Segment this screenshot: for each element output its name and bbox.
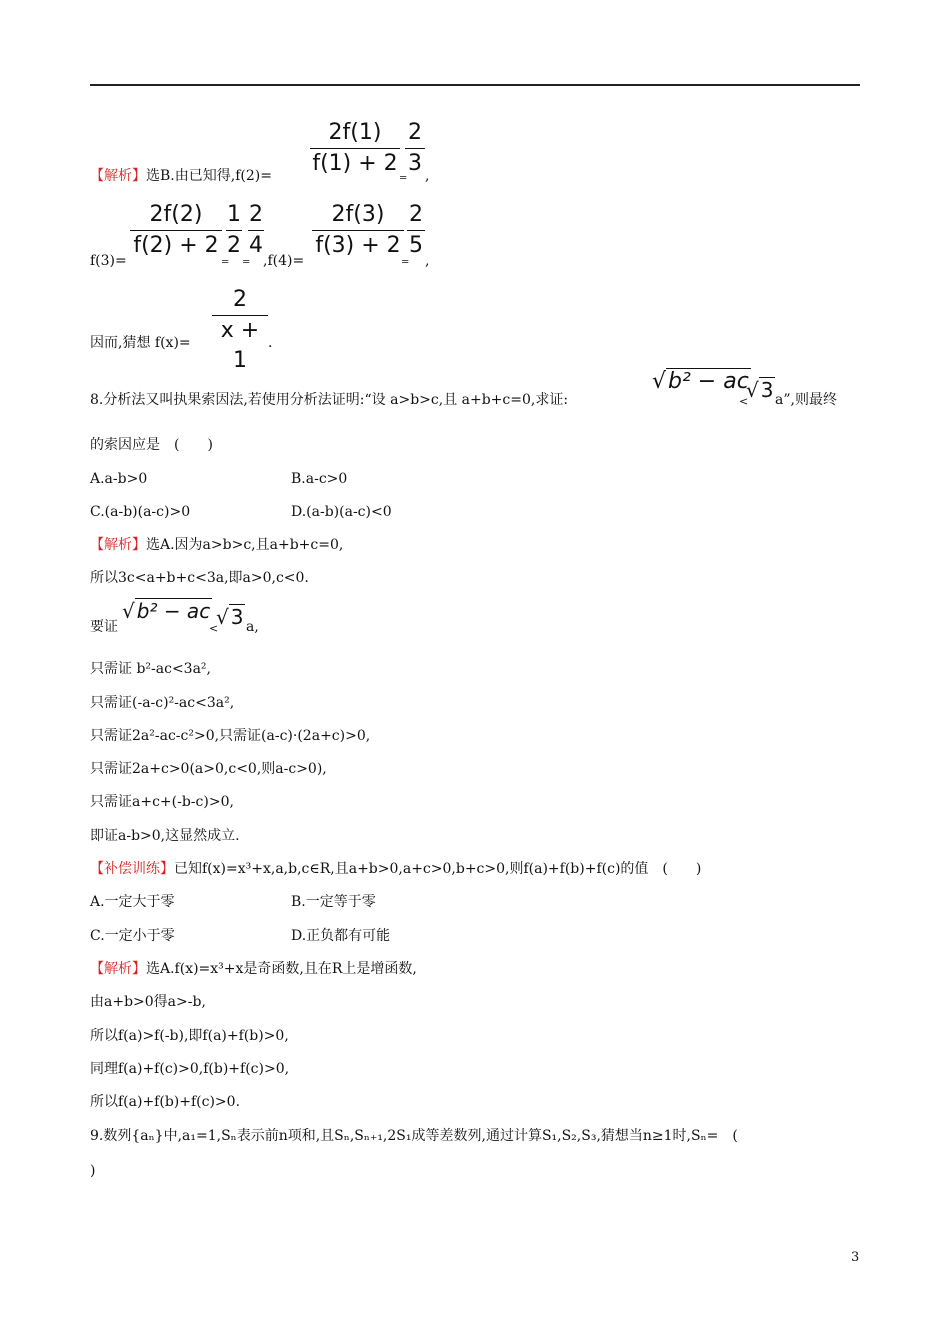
q8-solution-2: 所以3c<a+b+c<3a,即a>0,c<0.: [90, 570, 309, 586]
fraction-2f3-over-f3-plus-2: $\frac{2f(3)}{f(3) + 2}$: [312, 200, 404, 261]
q8-solution-3-label: 要证: [90, 619, 118, 635]
bc-solution-2: 由a+b>0得a>-b,: [90, 994, 206, 1010]
fraction-2-over-5: $\frac{2}{5}$: [407, 200, 425, 261]
equals-sign: =: [401, 257, 410, 268]
less-than: <: [739, 395, 749, 408]
page-number: 3: [851, 1250, 860, 1265]
guess-label: 因而,猜想 f(x)=: [90, 335, 191, 351]
bc-option-d: D.正负都有可能: [291, 928, 391, 944]
sqrt-b2-minus-ac: √b² − ac: [652, 369, 749, 394]
header-rule: [90, 84, 860, 86]
bc-option-c: C.一定小于零: [90, 928, 175, 944]
q8-solution-4: 只需证 b²-ac<3a²,: [90, 661, 211, 677]
q8-stem-a: a”,则最终: [775, 392, 837, 408]
equals-sign: =: [399, 173, 408, 184]
q8-solution-9: 即证a-b>0,这显然成立.: [90, 828, 240, 844]
fraction-2f2-over-f2-plus-2: $\frac{2f(2)}{f(2) + 2}$: [130, 200, 222, 261]
equals-sign: =: [242, 257, 251, 268]
sqrt-3: √ 3: [216, 605, 244, 629]
q8-solution-5: 只需证(-a-c)²-ac<3a²,: [90, 695, 235, 711]
sqrt-b2-minus-ac: √ b² − ac: [122, 599, 211, 623]
bc-solution-5: 所以f(a)+f(b)+f(c)>0.: [90, 1094, 241, 1110]
q8-option-c: C.(a-b)(a-c)>0: [90, 504, 191, 520]
q8-stem-part1: 8.分析法又叫执果索因法,若使用分析法证明:“设 a>b>c,且 a+b+c=0,求证:: [90, 392, 569, 408]
comma: ,: [425, 168, 430, 184]
f3-label: f(3)=: [90, 253, 127, 269]
q9-close: ): [90, 1163, 96, 1179]
solution-line-1: 【解析】选B.由已知得,f(2)=: [90, 168, 272, 184]
bc-solution-4: 同理f(a)+f(c)>0,f(b)+f(c)>0,: [90, 1061, 290, 1077]
bc-option-a: A.一定大于零: [90, 894, 175, 910]
q8-option-d: D.(a-b)(a-c)<0: [291, 504, 392, 520]
equals-sign: =: [221, 257, 230, 268]
bc-solution-1: 【解析】选A.f(x)=x³+x是奇函数,且在R上是增函数,: [90, 961, 417, 977]
less-than: <: [209, 622, 219, 635]
jiexi-tag: 【解析】: [90, 537, 146, 553]
q8-stem-part2: 的索因应是 ( ): [90, 437, 213, 453]
fraction-2f1-over-f1-plus-2: $\frac{2f(1)}{f(1) + 2}$: [310, 118, 400, 179]
q8-option-b: B.a-c>0: [291, 471, 348, 487]
bc-option-b: B.一定等于零: [291, 894, 376, 910]
q8-option-a: A.a-b>0: [90, 471, 148, 487]
q8-solution-8: 只需证a+c+(-b-c)>0,: [90, 794, 234, 810]
sqrt-3: √ 3: [746, 378, 774, 402]
period: .: [268, 335, 273, 351]
f4-label: ,f(4)=: [263, 253, 305, 269]
q8-solution-1: 【解析】选A.因为a>b>c,且a+b+c=0,: [90, 537, 344, 553]
fraction-1-over-2: $\frac{1}{2}$: [226, 200, 242, 261]
q8-solution-6: 只需证2a²-ac-c²>0,只需证(a-c)·(2a+c)>0,: [90, 728, 371, 744]
q8-solution-3-tail: a,: [246, 619, 259, 635]
q9-stem: 9.数列{aₙ}中,a₁=1,Sₙ表示前n项和,且Sₙ,Sₙ₊₁,2S₁成等差数列,通过计算S₁,S₂,S₃,猜想当n≥1时,Sₙ= (: [90, 1128, 738, 1144]
fraction-2-over-x-plus-1: $\frac{2}{x + 1}$: [212, 285, 268, 376]
fraction-2-over-3: $\frac{2}{3}$: [405, 118, 425, 179]
q8-solution-7: 只需证2a+c>0(a>0,c<0,则a-c>0),: [90, 761, 327, 777]
buchang-stem: 【补偿训练】已知f(x)=x³+x,a,b,c∈R,且a+b>0,a+c>0,b+c>0,则f(a)+f(b)+f(c)的值 ( ): [90, 861, 702, 877]
jiexi-tag: 【解析】: [90, 168, 146, 184]
buchang-tag: 【补偿训练】: [90, 861, 174, 877]
jiexi-tag: 【解析】: [90, 961, 146, 977]
comma: ,: [425, 253, 430, 269]
bc-solution-3: 所以f(a)>f(-b),即f(a)+f(b)>0,: [90, 1028, 289, 1044]
fraction-2-over-4: $\frac{2}{4}$: [248, 200, 264, 261]
